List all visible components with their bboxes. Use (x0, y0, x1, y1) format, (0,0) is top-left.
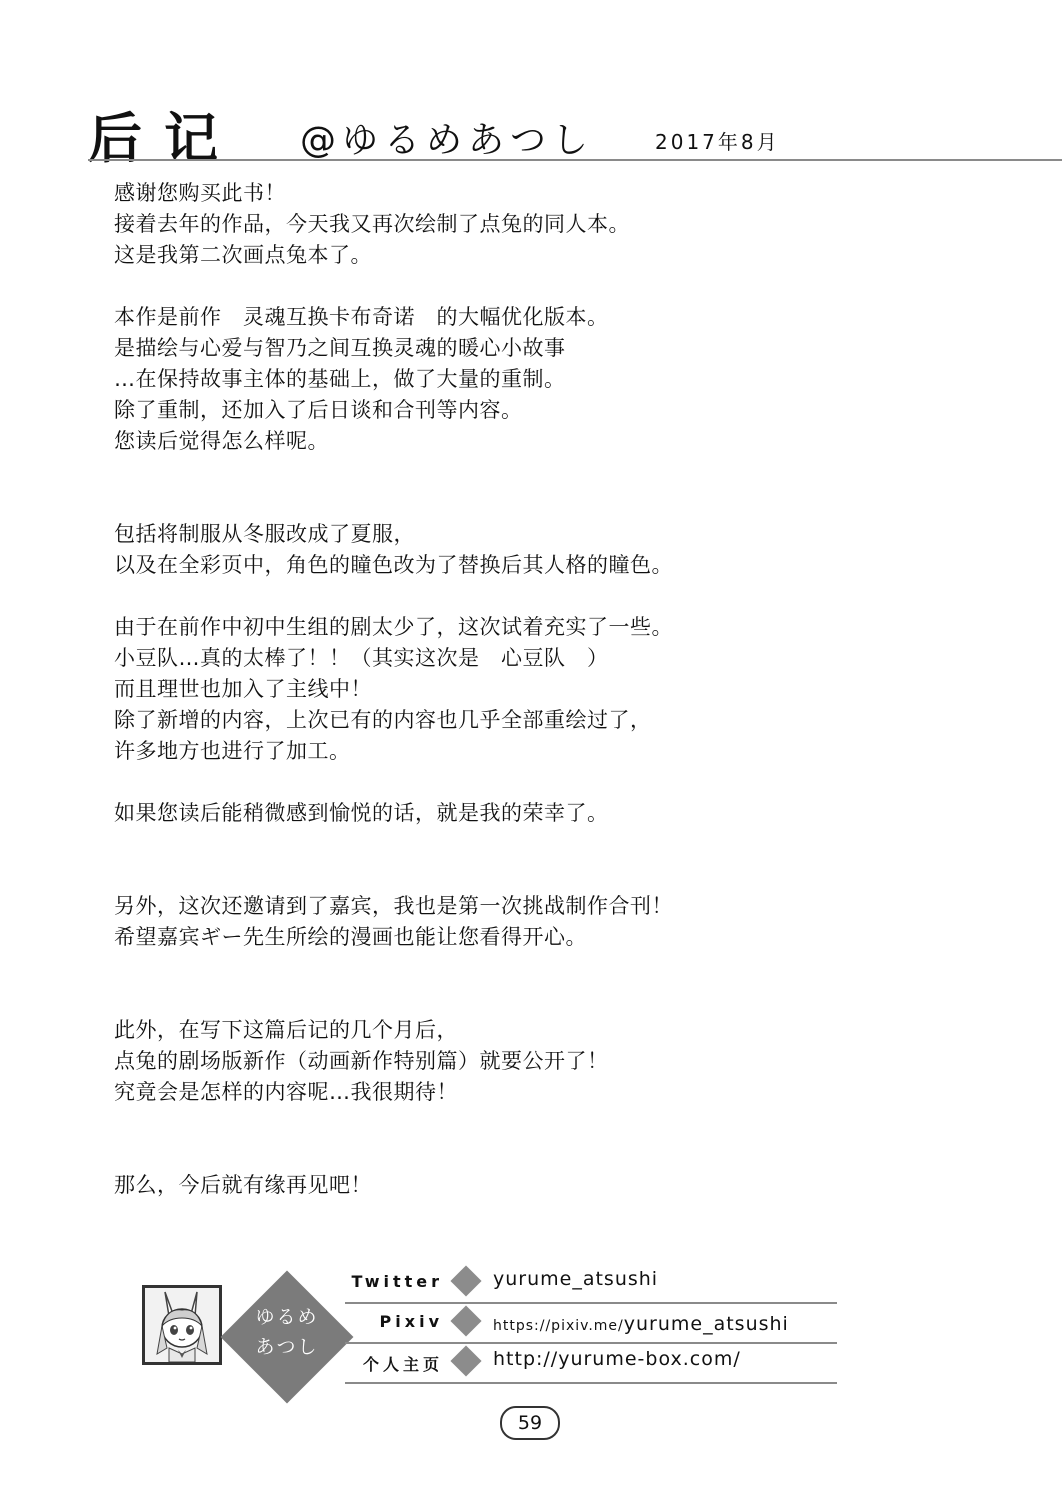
paragraph-line: 以及在全彩页中，角色的瞳色改为了替换后其人格的瞳色。 (114, 553, 673, 577)
paragraph-line: 如果您读后能稍微感到愉悦的话，就是我的荣幸了。 (114, 801, 609, 825)
paragraph-line: 点兔的剧场版新作（动画新作特别篇）就要公开了！ (114, 1049, 609, 1073)
diamond-bullet-icon (450, 1345, 481, 1376)
paragraph-line: 接着去年的作品，今天我又再次绘制了点兔的同人本。 (114, 212, 630, 236)
afterword-body (114, 178, 1014, 1201)
date-label: 2017年8月 (655, 130, 780, 154)
paragraph-line: 这是我第二次画点兔本了。 (114, 243, 372, 267)
paragraph-line: 除了新增的内容，上次已有的内容也几乎全部重绘过了， (114, 708, 652, 732)
badge-line-1: ゆるめ (255, 1306, 319, 1328)
paragraph-line: 由于在前作中初中生组的剧太少了，这次试着充实了一些。 (114, 615, 673, 639)
paragraph-line: 另外，这次还邀请到了嘉宾，我也是第一次挑战制作合刊！ (114, 894, 673, 918)
paragraph-line: 您读后觉得怎么样呢。 (114, 429, 329, 453)
pixiv-label: Pixiv (379, 1312, 443, 1331)
twitter-label: Twitter (351, 1272, 443, 1291)
homepage-row (345, 1346, 837, 1384)
page-number: 59 (500, 1406, 560, 1440)
pixiv-link[interactable] (493, 1313, 789, 1335)
paragraph-line: …在保持故事主体的基础上，做了大量的重制。 (114, 367, 566, 391)
homepage-url[interactable]: http://yurume-box.com/ (493, 1348, 741, 1370)
homepage-label: 个人主页 (362, 1355, 443, 1374)
pixiv-url-prefix: https://pixiv.me/ (493, 1318, 624, 1334)
pixiv-row (345, 1306, 837, 1344)
paragraph-line: 是描绘与心爱与智乃之间互换灵魂的暖心小故事 (114, 336, 566, 360)
paragraph-line: 包括将制服从冬服改成了夏服， (114, 522, 415, 546)
paragraph-line: 究竟会是怎样的内容呢…我很期待！ (114, 1080, 458, 1104)
diamond-bullet-icon (450, 1305, 481, 1336)
paragraph-line: 感谢您购买此书！ (114, 181, 286, 205)
paragraph-line: 许多地方也进行了加工。 (114, 739, 351, 763)
pixiv-username: yurume_atsushi (623, 1313, 789, 1335)
bunny-girl-illustration (145, 1288, 219, 1362)
twitter-row (345, 1266, 837, 1304)
author-name-badge (222, 1272, 352, 1402)
author-avatar (142, 1285, 222, 1365)
diamond-bullet-icon (450, 1265, 481, 1296)
page-title: 后记 (88, 107, 240, 170)
paragraph-line: 而且理世也加入了主线中！ (114, 677, 372, 701)
paragraph-line: 除了重制，还加入了后日谈和合刊等内容。 (114, 398, 523, 422)
paragraph-line: 希望嘉宾ギー先生所绘的漫画也能让您看得开心。 (114, 925, 587, 949)
badge-line-2: あつし (255, 1336, 319, 1358)
twitter-handle[interactable]: yurume_atsushi (493, 1268, 659, 1290)
paragraph-line: 此外，在写下这篇后记的几个月后， (114, 1018, 458, 1042)
paragraph-line: 那么，今后就有缘再见吧！ (114, 1173, 372, 1197)
page-header (0, 0, 1062, 170)
author-name: @ゆるめあつし (300, 120, 595, 161)
header-divider (88, 159, 1062, 161)
paragraph-line: 本作是前作 灵魂互换卡布奇诺 的大幅优化版本。 (114, 305, 609, 329)
author-footer (0, 1260, 1062, 1500)
paragraph-line: 小豆队…真的太棒了！！（其实这次是 心豆队 ） (114, 646, 609, 670)
